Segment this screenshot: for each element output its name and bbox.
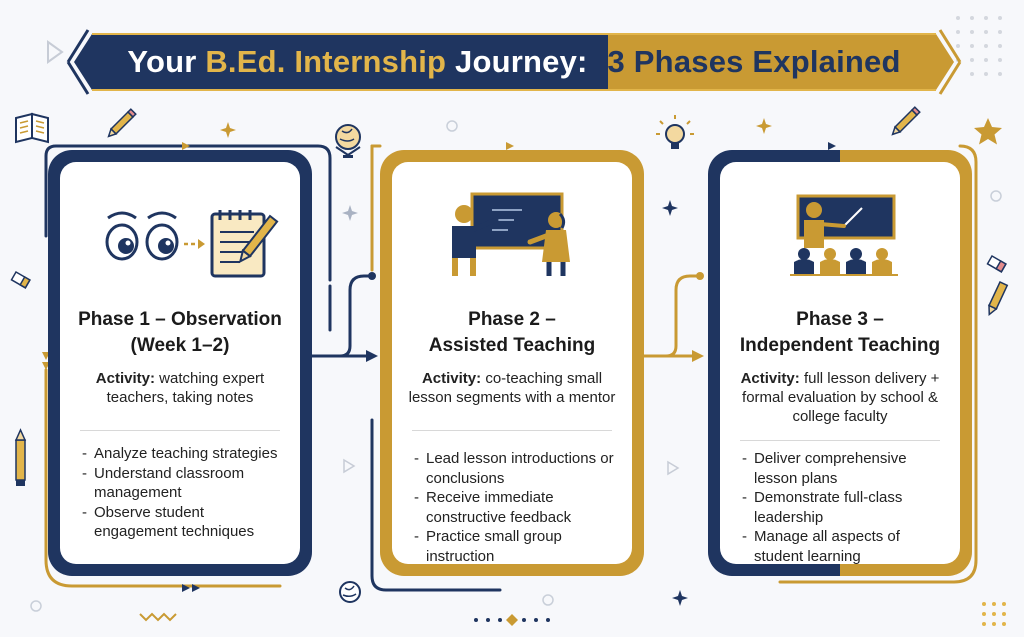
pencil-icon <box>890 107 920 137</box>
activity-text <box>74 369 286 407</box>
light-bulb-icon <box>656 115 694 149</box>
activity-text <box>406 369 618 407</box>
bullet-list <box>742 449 950 566</box>
activity-label: Activity: <box>95 370 155 387</box>
phase-card-3 <box>708 150 972 576</box>
list-item: - Practice small group instruction <box>414 527 622 566</box>
title-part-4: 3 Phases Explained <box>607 44 901 79</box>
eraser-icon <box>12 272 30 288</box>
card-panel <box>60 162 300 564</box>
divider <box>80 430 280 431</box>
list-item: - Understand classroom management <box>82 464 290 503</box>
pencil-icon <box>986 282 1008 316</box>
zigzag-decoration <box>140 614 176 620</box>
eyes-icon <box>107 213 177 259</box>
teacher-classroom-icon <box>720 186 960 276</box>
phase-card-2 <box>380 150 644 576</box>
dot-grid-bottom-right <box>982 602 1006 626</box>
open-book-icon <box>16 114 48 142</box>
eraser-icon <box>988 256 1006 272</box>
dot-row-decoration <box>474 614 550 626</box>
activity-description: full lesson delivery + formal evaluation by school & college faculty <box>742 370 940 425</box>
list-item: - Manage all aspects of student learning <box>742 527 950 566</box>
bullet-list <box>414 449 622 566</box>
pencil-icon <box>16 430 25 486</box>
activity-label: Activity: <box>740 370 800 387</box>
pencil-icon <box>106 109 136 139</box>
triangle-outline-icon <box>668 462 678 474</box>
title-part-1: Your <box>127 44 206 79</box>
phase-title: Phase 2 – Assisted Teaching <box>428 309 596 356</box>
divider <box>412 430 612 431</box>
title-part-3: Journey: <box>446 44 588 79</box>
phase-title: Phase 1 – Observation (Week 1–2) <box>78 309 282 356</box>
list-item: - Deliver comprehensive lesson plans <box>742 449 950 488</box>
divider <box>740 440 940 441</box>
triangle-outline-icon <box>48 42 62 62</box>
title-banner <box>74 30 954 94</box>
triangle-outline-icon <box>344 460 354 472</box>
phase-1-illustration <box>60 194 300 284</box>
phase-title: Phase 3 – Independent Teaching <box>739 309 941 356</box>
arrow-right-icon <box>184 239 205 249</box>
dot-grid-top-right <box>956 16 1002 76</box>
card-panel <box>720 162 960 564</box>
activity-label: Activity: <box>421 370 482 387</box>
phase-card-1 <box>48 150 312 576</box>
card-panel <box>392 162 632 564</box>
globe-icon <box>340 582 360 602</box>
list-item: - Lead lesson introductions or conclusions <box>414 449 622 488</box>
notepad-pencil-icon <box>212 210 277 276</box>
list-item: - Receive immediate constructive feedback <box>414 488 622 527</box>
list-item: - Demonstrate full-class leadership <box>742 488 950 527</box>
activity-description: co-teaching small lesson segments with a mentor <box>408 370 616 406</box>
co-teaching-icon <box>392 186 632 276</box>
title-part-2: B.Ed. Internship <box>205 44 447 79</box>
bullet-list <box>82 444 290 542</box>
page-title <box>86 36 942 88</box>
star-icon <box>974 118 1002 145</box>
activity-text <box>734 369 946 426</box>
list-item: - Observe student engagement techniques <box>82 503 290 542</box>
globe-icon <box>336 125 360 158</box>
activity-description: watching expert teachers, taking notes <box>106 370 265 406</box>
list-item: - Analyze teaching strategies <box>82 444 290 464</box>
